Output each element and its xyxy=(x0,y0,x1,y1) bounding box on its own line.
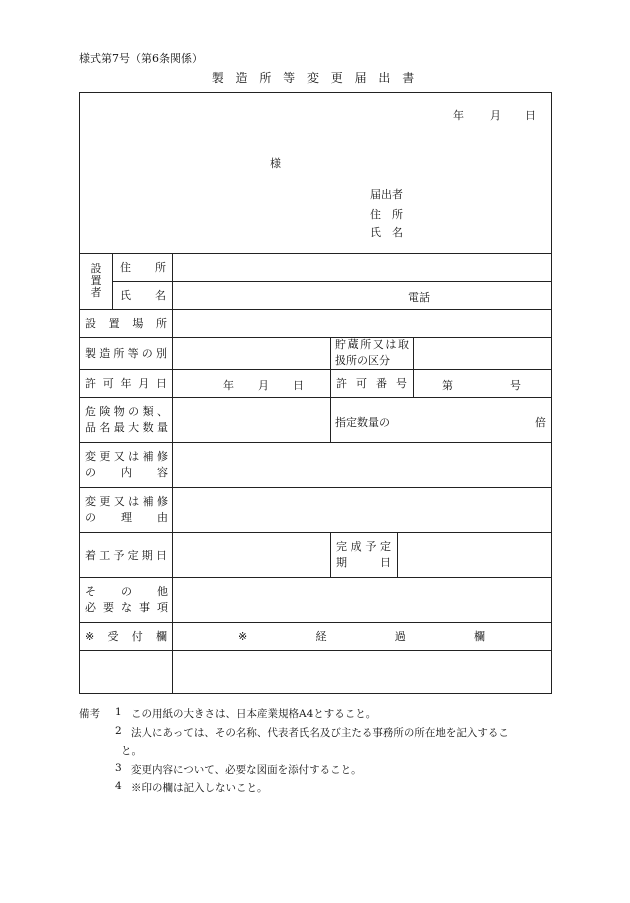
label-char: 月 xyxy=(138,377,150,390)
installer-char: 者 xyxy=(90,286,102,299)
label-char: な xyxy=(121,600,132,614)
label-char: 号 xyxy=(396,377,407,390)
phone-label: 電話 xyxy=(408,291,430,304)
divider-line xyxy=(397,532,398,577)
designated-quantity-label: 指定数量の xyxy=(335,416,390,429)
label-char: 造 xyxy=(99,347,111,360)
label-char: 容 xyxy=(157,465,168,479)
label-char: 補 xyxy=(142,494,154,508)
label-char: 更 xyxy=(99,494,111,508)
label-char: 最 xyxy=(113,420,125,434)
label-char: 日 xyxy=(156,377,167,390)
notifier-label: 届出者 xyxy=(370,188,403,201)
label-char: 量 xyxy=(156,420,168,434)
label-char: 成 xyxy=(350,539,362,553)
form-table xyxy=(79,92,552,694)
label-char: 又 xyxy=(372,338,384,351)
permit-date-label xyxy=(80,369,172,397)
label-char: 期 xyxy=(141,548,153,562)
label-char: 可 xyxy=(356,377,367,390)
label-char: 所 xyxy=(155,317,167,330)
label-char: 期 xyxy=(336,555,347,569)
label-char: 場 xyxy=(132,317,144,330)
label-char: 所 xyxy=(113,347,125,360)
installer-char: 設 xyxy=(90,262,102,275)
installer-group-label xyxy=(80,253,112,309)
note-text: ※印の欄は記入しないこと。 xyxy=(131,782,268,794)
label-char: 所 xyxy=(155,261,166,274)
note-text: 変更内容について、必要な図面を添付すること。 xyxy=(131,764,362,776)
note-number: 3 xyxy=(115,762,122,774)
label-char: 許 xyxy=(85,377,96,390)
label-char: 大 xyxy=(128,420,140,434)
label-char: 他 xyxy=(157,584,168,598)
label-char: 更 xyxy=(99,449,111,463)
label-char: 蔵 xyxy=(347,338,359,351)
label-char: の xyxy=(85,510,96,524)
label-char: ※ xyxy=(238,629,248,643)
label-char: の xyxy=(141,347,153,360)
label-char: 由 xyxy=(157,510,168,524)
label-char: 取 xyxy=(397,338,409,351)
label-char: 品 xyxy=(85,420,96,434)
designated-quantity-unit: 倍 xyxy=(535,416,546,429)
label-char: 欄 xyxy=(473,630,485,643)
label-char: 置 xyxy=(108,317,120,330)
label-char: ※ xyxy=(85,629,95,643)
label-line: 扱所の区分 xyxy=(335,354,390,367)
label-char: 名 xyxy=(155,289,166,302)
label-char: 予 xyxy=(365,539,377,553)
label-char: 修 xyxy=(156,494,168,508)
label-char: 工 xyxy=(99,548,111,562)
label-char: 名 xyxy=(99,420,111,434)
note-number: 1 xyxy=(115,706,122,718)
change-content-label xyxy=(80,442,172,487)
notifier-address-label: 住 所 xyxy=(370,208,403,221)
label-char: 過 xyxy=(394,630,406,643)
reception-column-label xyxy=(80,622,172,650)
label-char: 等 xyxy=(127,347,139,360)
storage-class-label xyxy=(330,337,413,369)
label-char: 、 xyxy=(156,404,168,418)
divider-line xyxy=(330,397,331,442)
completion-date-label xyxy=(330,532,397,577)
note-number: 2 xyxy=(115,725,122,737)
notifier-name-label: 氏 名 xyxy=(370,226,403,239)
label-char: 所 xyxy=(360,338,372,351)
label-char: の xyxy=(121,584,132,598)
label-char: 修 xyxy=(156,449,168,463)
label-char: 項 xyxy=(157,600,168,614)
divider-line xyxy=(80,650,551,651)
label-char: 経 xyxy=(315,630,327,643)
change-reason-label xyxy=(80,487,172,532)
construction-start-label xyxy=(80,532,172,577)
label-char: 変 xyxy=(85,494,96,508)
permit-date-day: 日 xyxy=(293,379,304,392)
label-char: は xyxy=(128,449,140,463)
note-text: と。 xyxy=(121,745,142,757)
label-char: 物 xyxy=(113,404,125,418)
permit-date-year: 年 xyxy=(223,379,234,392)
label-char: 欄 xyxy=(155,630,167,643)
label-char: 貯 xyxy=(335,338,346,351)
date-year: 年 xyxy=(453,109,464,122)
label-char: 必 xyxy=(85,600,96,614)
label-char: 別 xyxy=(155,347,167,360)
label-char: 住 xyxy=(120,261,131,274)
installer-char: 置 xyxy=(90,274,102,287)
date-day: 日 xyxy=(525,109,536,122)
label-char: 許 xyxy=(336,377,347,390)
note-text: 法人にあっては、その名称、代表者氏名及び主たる事務所の所在地を記入するこ xyxy=(131,727,509,739)
label-char: 内 xyxy=(121,465,132,479)
permit-number-suffix: 号 xyxy=(510,379,521,392)
installer-name-label xyxy=(112,281,172,309)
label-char: 補 xyxy=(142,449,154,463)
label-char: の xyxy=(85,465,96,479)
label-char: 定 xyxy=(127,548,139,562)
hazard-class-label xyxy=(80,397,172,442)
label-char: 製 xyxy=(85,347,96,360)
label-char: 又 xyxy=(113,449,125,463)
label-char: 定 xyxy=(379,539,391,553)
note-number: 4 xyxy=(115,780,122,792)
label-char: 可 xyxy=(102,377,114,390)
form-number-label: 様式第7号（第6条関係） xyxy=(79,52,203,65)
installer-address-label xyxy=(112,253,172,281)
permit-number-prefix: 第 xyxy=(442,379,453,392)
facility-type-label xyxy=(80,337,172,369)
label-char: 又 xyxy=(113,494,125,508)
label-char: 危 xyxy=(85,404,96,418)
label-char: は xyxy=(128,494,140,508)
label-char: 事 xyxy=(139,600,150,614)
note-text: この用紙の大きさは、日本産業規格A4とすること。 xyxy=(131,708,377,720)
permit-date-month: 月 xyxy=(258,379,269,392)
label-char: 要 xyxy=(103,600,114,614)
label-char: 着 xyxy=(85,548,96,562)
label-char: 日 xyxy=(155,548,167,562)
label-char: は xyxy=(385,338,397,351)
label-char: 設 xyxy=(85,317,96,330)
label-char: 付 xyxy=(131,630,143,643)
other-matters-label xyxy=(80,577,172,622)
label-char: 変 xyxy=(85,449,96,463)
label-char: 類 xyxy=(142,404,154,418)
label-char: の xyxy=(128,404,140,418)
label-char: 数 xyxy=(142,420,154,434)
label-char: 日 xyxy=(380,555,391,569)
label-char: 氏 xyxy=(120,289,131,302)
label-char: そ xyxy=(85,584,96,598)
notes-label: 備考 xyxy=(79,708,100,720)
divider-line xyxy=(413,337,414,397)
date-month: 月 xyxy=(490,109,501,122)
label-char: 理 xyxy=(121,510,132,524)
label-char: 年 xyxy=(120,377,132,390)
divider-line xyxy=(112,281,551,282)
label-char: 完 xyxy=(336,539,347,553)
label-char: 険 xyxy=(99,404,111,418)
label-char: 番 xyxy=(376,377,387,390)
progress-column-label xyxy=(172,622,551,650)
label-char: 受 xyxy=(107,630,119,643)
document-title: 製 造 所 等 変 更 届 出 書 xyxy=(211,71,419,85)
permit-number-label xyxy=(330,369,413,397)
installation-location-label xyxy=(80,309,172,337)
label-char: 予 xyxy=(113,548,125,562)
addressee-honorific: 様 xyxy=(270,157,281,170)
